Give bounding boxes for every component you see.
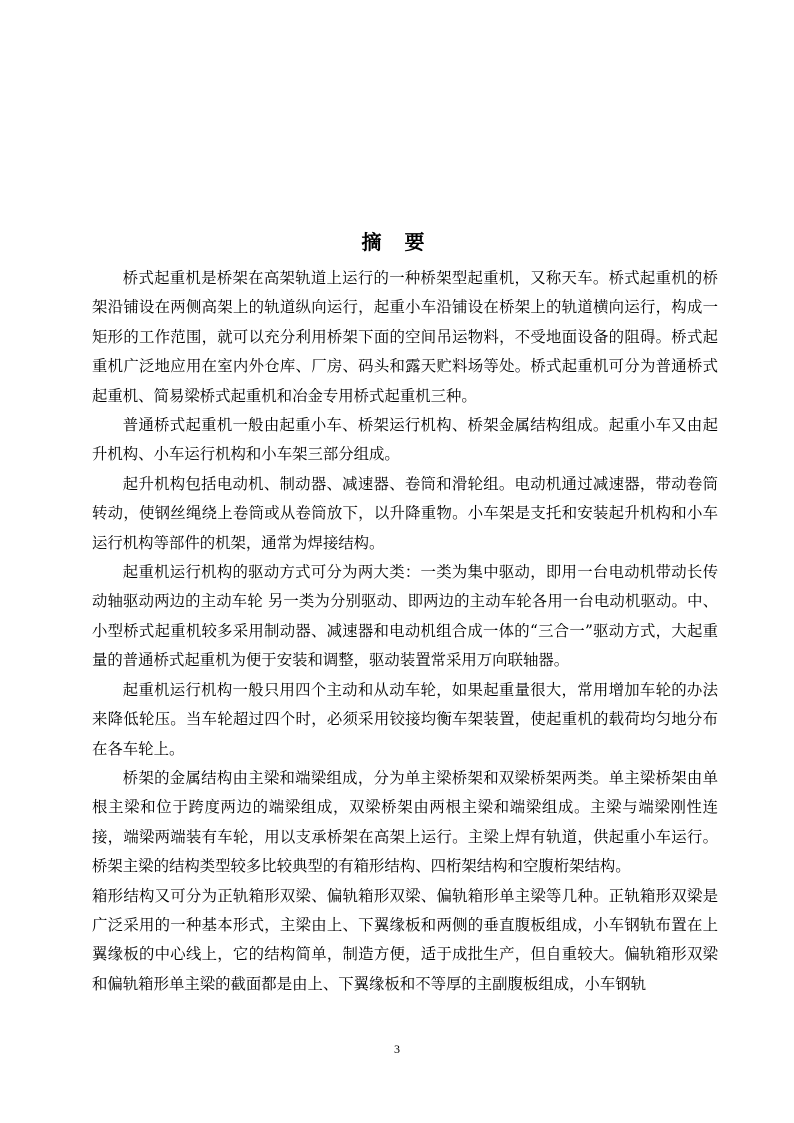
paragraph-5: 起重机运行机构一般只用四个主动和从动车轮，如果起重量很大，常用增加车轮的办法来降低轮压。当车轮超过四个时，必须采用铰接均衡车架装置，使起重机的载荷均匀地分布在各车轮上。 [92, 680, 718, 758]
paragraph-4: 起重机运行机构的驱动方式可分为两大类：一类为集中驱动，即用一台电动机带动长传动轴驱动两边的主动车轮 另一类为分别驱动、即两边的主动车轮各用一台电动机驱动。中、小型桥式起重机较多采用制动器、减速器和电动机组合成一体的“三合一”驱动方式，大起重量的普通桥式起重机为便于安装和调整，驱动装置常采用万向联轴器。 [92, 563, 718, 670]
paragraph-7: 箱形结构又可分为正轨箱形双梁、偏轨箱形双梁、偏轨箱形单主梁等几种。正轨箱形双梁是广泛采用的一种基本形式，主梁由上、下翼缘板和两侧的垂直腹板组成，小车钢轨布置在上翼缘板的中心线上，它的结构简单，制造方便，适于成批生产，但自重较大。偏轨箱形双梁和偏轨箱形单主梁的截面都是由上、下翼缘板和不等厚的主副腹板组成，小车钢轨 [92, 886, 718, 993]
page-title: 摘 要 [361, 230, 433, 254]
paragraph-3: 起升机构包括电动机、制动器、减速器、卷筒和滑轮组。电动机通过减速器，带动卷筒转动，使钢丝绳绕上卷筒或从卷筒放下，以升降重物。小车架是支托和安装起升机构和小车运行机构等部件的机架，通常为焊接结构。 [92, 474, 718, 552]
paragraph-2: 普通桥式起重机一般由起重小车、桥架运行机构、桥架金属结构组成。起重小车又由起升机构、小车运行机构和小车架三部分组成。 [92, 416, 718, 464]
body-text [92, 264, 718, 999]
paragraph-6: 桥架的金属结构由主梁和端梁组成，分为单主梁桥架和双梁桥架两类。单主梁桥架由单根主梁和位于跨度两边的端梁组成，双梁桥架由两根主梁和端梁组成。主梁与端梁刚性连接，端梁两端装有车轮，用以支承桥架在高架上运行。主梁上焊有轨道，供起重小车运行。桥架主梁的结构类型较多比较典型的有箱形结构、四桁架结构和空腹桁架结构。 [92, 768, 718, 876]
paragraph-1: 桥式起重机是桥架在高架轨道上运行的一种桥架型起重机，又称天车。桥式起重机的桥架沿铺设在两侧高架上的轨道纵向运行，起重小车沿铺设在桥架上的轨道横向运行，构成一矩形的工作范围，就可以充分利用桥架下面的空间吊运物料，不受地面设备的阻碍。桥式起重机广泛地应用在室内外仓库、厂房、码头和露天贮料场等处。桥式起重机可分为普通桥式起重机、简易梁桥式起重机和冶金专用桥式起重机三种。 [92, 269, 718, 405]
page-number: 3 [394, 1042, 400, 1056]
